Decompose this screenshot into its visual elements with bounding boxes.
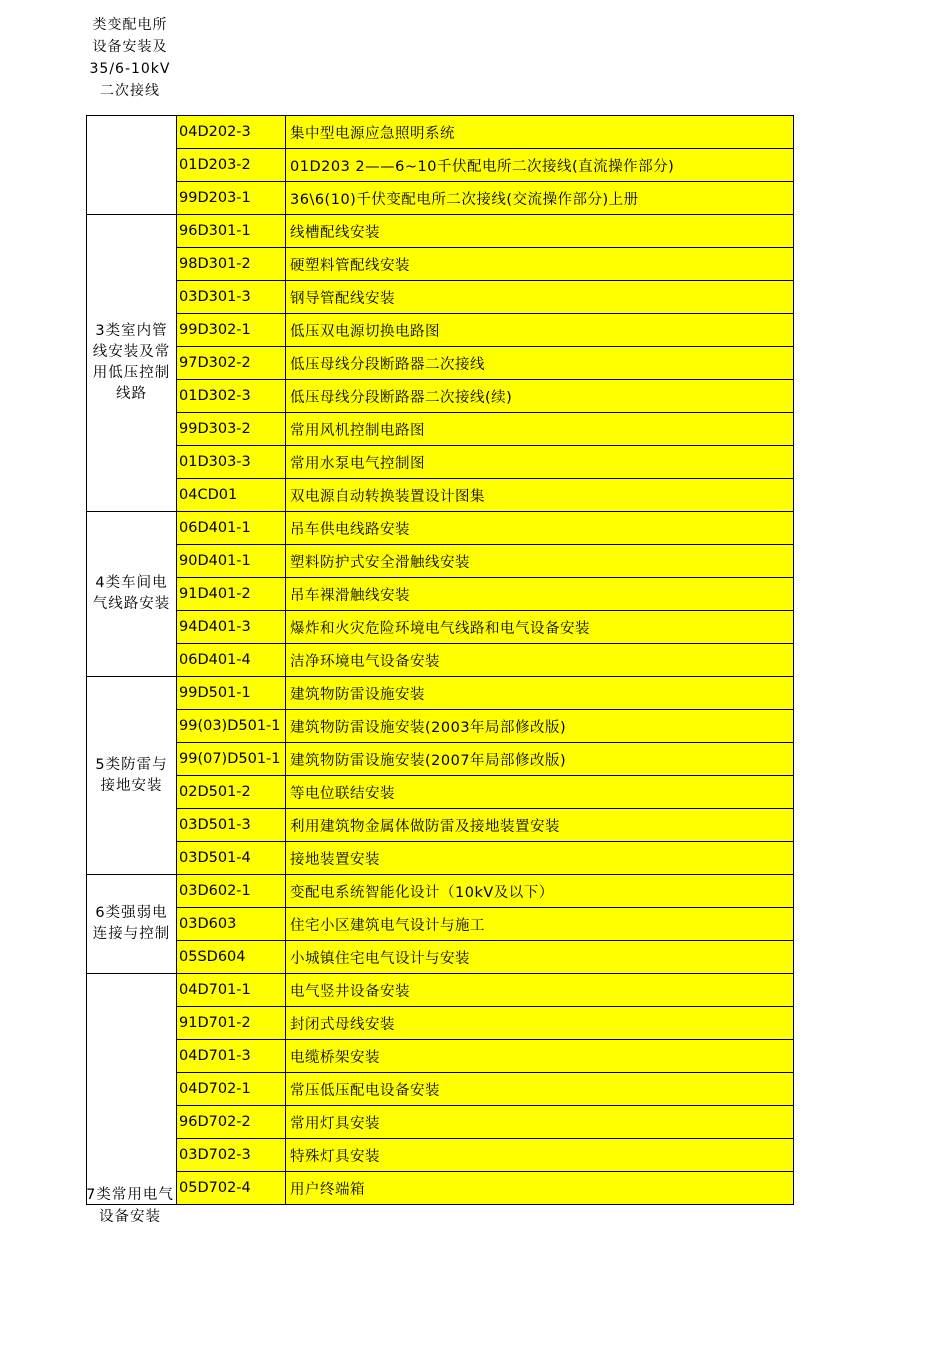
table-row xyxy=(87,1139,794,1172)
drawing-code: 05D702-4 xyxy=(177,1172,286,1205)
drawing-code: 99D302-1 xyxy=(177,314,286,347)
category-cell xyxy=(87,116,177,215)
drawing-title: 利用建筑物金属体做防雷及接地装置安装 xyxy=(286,809,794,842)
drawing-title: 小城镇住宅电气设计与安装 xyxy=(286,941,794,974)
drawing-code: 02D501-2 xyxy=(177,776,286,809)
category-cell xyxy=(87,974,177,1205)
table-row xyxy=(87,380,794,413)
drawing-code: 96D702-2 xyxy=(177,1106,286,1139)
drawing-title: 01D203 2——6~10千伏配电所二次接线(直流操作部分) xyxy=(286,149,794,182)
drawing-title: 常压低压配电设备安装 xyxy=(286,1073,794,1106)
table-row xyxy=(87,776,794,809)
table-row xyxy=(87,578,794,611)
table-row xyxy=(87,116,794,149)
drawing-code: 96D301-1 xyxy=(177,215,286,248)
category-cell: 3类室内管线安装及常用低压控制线路 xyxy=(87,215,177,512)
drawing-title: 低压母线分段断路器二次接线(续) xyxy=(286,380,794,413)
drawing-code: 99D203-1 xyxy=(177,182,286,215)
drawing-code: 03D501-3 xyxy=(177,809,286,842)
category-cell: 5类防雷与接地安装 xyxy=(87,677,177,875)
table-row xyxy=(87,908,794,941)
drawing-title: 常用风机控制电路图 xyxy=(286,413,794,446)
table-row xyxy=(87,479,794,512)
table-row xyxy=(87,248,794,281)
drawing-title: 住宅小区建筑电气设计与施工 xyxy=(286,908,794,941)
drawing-code: 01D303-3 xyxy=(177,446,286,479)
table-row xyxy=(87,446,794,479)
drawing-code: 03D301-3 xyxy=(177,281,286,314)
drawing-title: 用户终端箱 xyxy=(286,1172,794,1205)
table-row xyxy=(87,1172,794,1205)
drawing-code: 04D702-1 xyxy=(177,1073,286,1106)
drawing-title: 低压母线分段断路器二次接线 xyxy=(286,347,794,380)
drawing-code: 99(07)D501-1 xyxy=(177,743,286,776)
drawing-title: 36\6(10)千伏变配电所二次接线(交流操作部分)上册 xyxy=(286,182,794,215)
drawing-code: 06D401-4 xyxy=(177,644,286,677)
drawing-title: 常用水泵电气控制图 xyxy=(286,446,794,479)
drawing-title: 封闭式母线安装 xyxy=(286,1007,794,1040)
table-row xyxy=(87,347,794,380)
drawing-code: 99(03)D501-1 xyxy=(177,710,286,743)
table-row xyxy=(87,644,794,677)
drawing-code: 03D602-1 xyxy=(177,875,286,908)
drawing-code: 03D603 xyxy=(177,908,286,941)
table-row xyxy=(87,314,794,347)
drawing-code: 99D501-1 xyxy=(177,677,286,710)
drawing-code: 90D401-1 xyxy=(177,545,286,578)
table-row xyxy=(87,215,794,248)
drawing-code: 04D701-1 xyxy=(177,974,286,1007)
drawing-title: 线槽配线安装 xyxy=(286,215,794,248)
drawing-title: 爆炸和火灾危险环境电气线路和电气设备安装 xyxy=(286,611,794,644)
drawing-title: 电气竖井设备安装 xyxy=(286,974,794,1007)
drawing-catalog-table xyxy=(86,115,794,1205)
table-row xyxy=(87,413,794,446)
table-row xyxy=(87,743,794,776)
drawing-title: 硬塑料管配线安装 xyxy=(286,248,794,281)
top-category-label: 类变配电所设备安装及35/6-10kV二次接线 xyxy=(89,17,171,99)
drawing-code: 94D401-3 xyxy=(177,611,286,644)
table-row xyxy=(87,941,794,974)
table-row xyxy=(87,149,794,182)
drawing-title: 变配电系统智能化设计（10kV及以下） xyxy=(286,875,794,908)
drawing-title: 吊车供电线路安装 xyxy=(286,512,794,545)
drawing-code: 97D302-2 xyxy=(177,347,286,380)
table-row xyxy=(87,677,794,710)
table-row xyxy=(87,1040,794,1073)
drawing-title: 低压双电源切换电路图 xyxy=(286,314,794,347)
table-row xyxy=(87,1073,794,1106)
drawing-title: 吊车裸滑触线安装 xyxy=(286,578,794,611)
table-row xyxy=(87,1007,794,1040)
drawing-code: 04CD01 xyxy=(177,479,286,512)
drawing-title: 电缆桥架安装 xyxy=(286,1040,794,1073)
drawing-title: 钢导管配线安装 xyxy=(286,281,794,314)
category-cell: 4类车间电气线路安装 xyxy=(87,512,177,677)
drawing-code: 06D401-1 xyxy=(177,512,286,545)
table-row xyxy=(87,182,794,215)
table-row xyxy=(87,875,794,908)
table-row xyxy=(87,281,794,314)
drawing-code: 01D203-2 xyxy=(177,149,286,182)
drawing-title: 集中型电源应急照明系统 xyxy=(286,116,794,149)
drawing-title: 双电源自动转换装置设计图集 xyxy=(286,479,794,512)
drawing-code: 04D701-3 xyxy=(177,1040,286,1073)
drawing-title: 常用灯具安装 xyxy=(286,1106,794,1139)
drawing-code: 99D303-2 xyxy=(177,413,286,446)
drawing-code: 05SD604 xyxy=(177,941,286,974)
category-cell: 6类强弱电连接与控制 xyxy=(87,875,177,974)
table-row xyxy=(87,710,794,743)
drawing-code: 91D401-2 xyxy=(177,578,286,611)
drawing-title: 建筑物防雷设施安装(2003年局部修改版) xyxy=(286,710,794,743)
table-row xyxy=(87,1106,794,1139)
table-row xyxy=(87,611,794,644)
table-row xyxy=(87,974,794,1007)
drawing-title: 建筑物防雷设施安装 xyxy=(286,677,794,710)
drawing-code: 98D301-2 xyxy=(177,248,286,281)
catalog-body xyxy=(87,116,794,1205)
drawing-code: 03D702-3 xyxy=(177,1139,286,1172)
drawing-code: 03D501-4 xyxy=(177,842,286,875)
drawing-code: 04D202-3 xyxy=(177,116,286,149)
drawing-code: 01D302-3 xyxy=(177,380,286,413)
table-row xyxy=(87,512,794,545)
table-row xyxy=(87,545,794,578)
drawing-title: 塑料防护式安全滑触线安装 xyxy=(286,545,794,578)
drawing-code: 91D701-2 xyxy=(177,1007,286,1040)
table-row xyxy=(87,842,794,875)
drawing-title: 洁净环境电气设备安装 xyxy=(286,644,794,677)
drawing-title: 特殊灯具安装 xyxy=(286,1139,794,1172)
drawing-title: 等电位联结安装 xyxy=(286,776,794,809)
table-row xyxy=(87,809,794,842)
category-7-label: 7类常用电气设备安装 xyxy=(86,1187,174,1225)
drawing-title: 建筑物防雷设施安装(2007年局部修改版) xyxy=(286,743,794,776)
drawing-title: 接地装置安装 xyxy=(286,842,794,875)
